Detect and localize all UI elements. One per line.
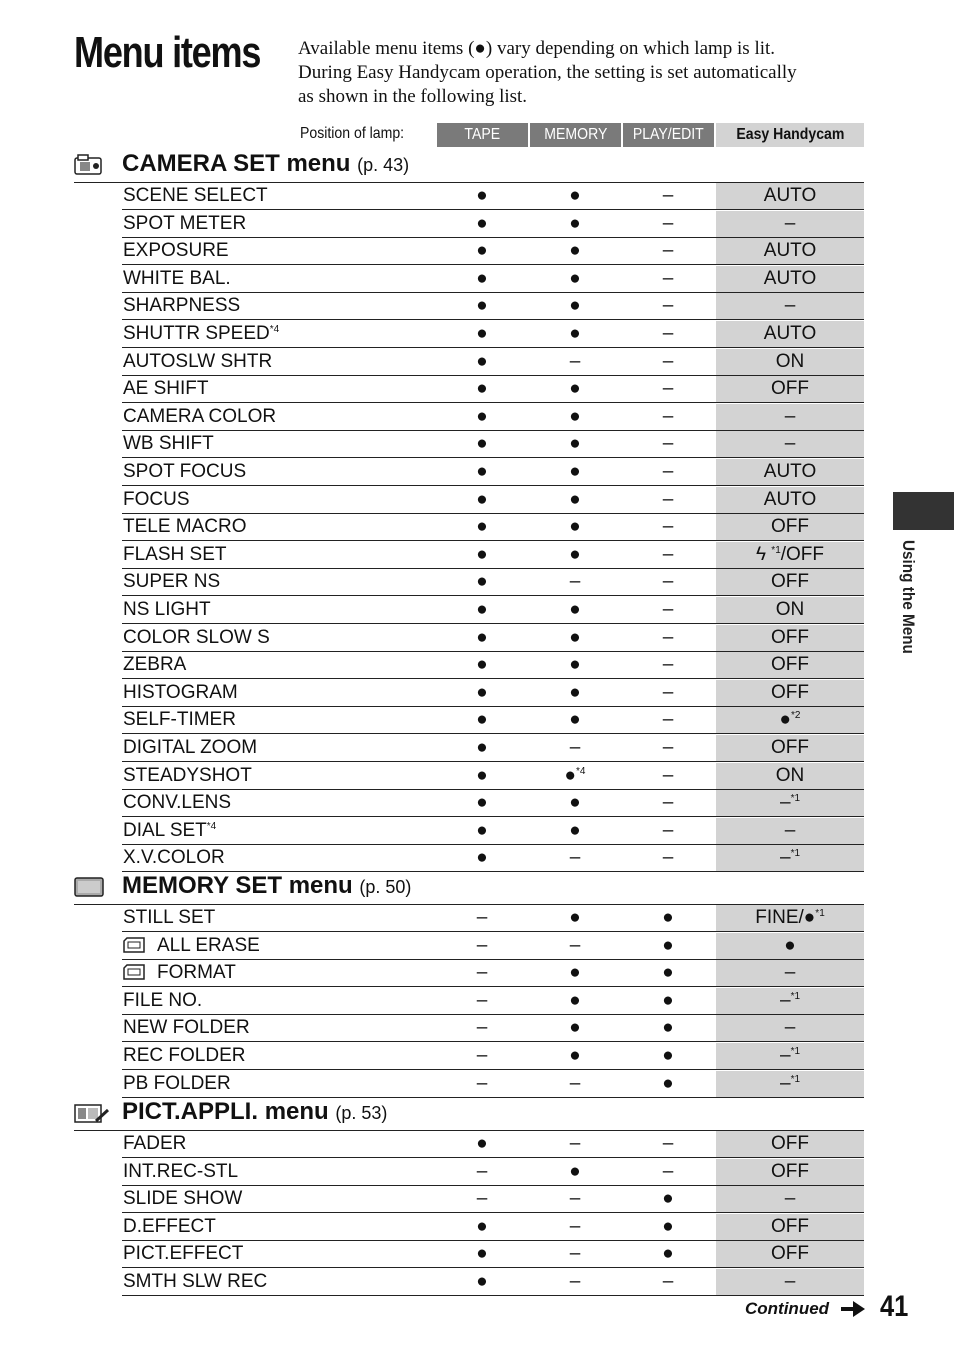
menu-item-label: CONV.LENS	[123, 792, 232, 814]
table-row	[0, 625, 954, 652]
easy-handycam-cell: –	[784, 405, 796, 427]
menu-item-label: REC FOLDER	[123, 1045, 246, 1066]
table-row	[0, 376, 954, 403]
easy-handycam-cell: ϟ $^{*1}$/OFF	[755, 543, 825, 565]
menu-item-label: NS LIGHT	[123, 599, 211, 620]
memory-cell: –	[569, 350, 581, 372]
tape-cell: ●	[476, 1215, 488, 1237]
play-edit-cell: ●	[662, 934, 674, 956]
play-edit-cell: –	[662, 516, 674, 538]
play-edit-cell: –	[662, 571, 674, 593]
tape-cell: ●	[476, 819, 488, 841]
memory-cell: ●	[569, 295, 581, 317]
easy-handycam-cell: –$^{*1}$	[779, 847, 801, 869]
memory-cell: ●	[569, 267, 581, 289]
easy-handycam-cell: ●	[784, 934, 796, 956]
play-edit-cell: –	[662, 267, 674, 289]
menu-item-label: WHITE BAL.	[123, 267, 231, 289]
easy-handycam-cell: –$^{*1}$	[779, 1045, 801, 1066]
section-title	[122, 150, 409, 178]
memory-cell: ●	[569, 626, 581, 648]
memory-cell: ●	[569, 962, 581, 984]
menu-item-label: FADER	[123, 1133, 187, 1154]
play-edit-cell: –	[662, 378, 674, 400]
play-edit-cell: –	[662, 709, 674, 731]
table-row	[0, 845, 954, 872]
memory-cell: ●	[569, 1045, 581, 1066]
easy-handycam-cell: FINE/●$^{*1}$	[755, 907, 825, 928]
play-edit-cell: –	[662, 405, 674, 427]
section-name: CAMERA SET menu	[122, 150, 358, 177]
menu-item-label: HISTOGRAM	[123, 681, 238, 703]
continued-label: Continued	[745, 1299, 830, 1318]
menu-item-label: STILL SET	[123, 907, 216, 928]
easy-handycam-cell: –	[784, 212, 796, 234]
menu-item-label: COLOR SLOW S	[123, 626, 270, 648]
tape-cell: ●	[476, 405, 488, 427]
intro-text	[298, 37, 868, 109]
easy-handycam-cell: OFF	[771, 626, 809, 648]
lamp-easy-handycam: Easy Handycam	[716, 123, 864, 147]
menu-item-label: ZEBRA	[123, 654, 187, 676]
easy-handycam-cell: OFF	[771, 1160, 809, 1182]
menu-item-label: SCENE SELECT	[123, 185, 268, 206]
memory-cell: –	[569, 571, 581, 593]
menu-item-label: INT.REC-STL	[123, 1160, 239, 1182]
table-row	[0, 1071, 954, 1098]
tape-cell: ●	[476, 295, 488, 317]
tape-cell: ●	[476, 626, 488, 648]
tape-cell: ●	[476, 212, 488, 234]
memory-cell: –	[569, 1243, 581, 1265]
menu-item-label: NEW FOLDER	[123, 1017, 250, 1039]
table-row	[0, 818, 954, 845]
tape-cell: ●	[476, 681, 488, 703]
tape-cell: ●	[476, 433, 488, 455]
memory-cell: ●	[569, 185, 581, 206]
side-tab-marker	[893, 492, 954, 530]
easy-handycam-cell: –	[784, 819, 796, 841]
tape-cell: ●	[476, 1243, 488, 1265]
menu-item-label: PB FOLDER	[123, 1072, 231, 1094]
table-row	[0, 431, 954, 458]
memory-cell: ●	[569, 461, 581, 482]
menu-item-label: FILE NO.	[123, 989, 203, 1011]
table-row	[0, 293, 954, 320]
menu-item-label: AE SHIFT	[123, 378, 209, 400]
menu-item-label: AUTOSLW SHTR	[123, 350, 273, 372]
menu-item-label: ALL ERASE	[123, 935, 260, 957]
table-row	[0, 735, 954, 762]
memory-cell: ●	[569, 819, 581, 841]
easy-handycam-cell: OFF	[771, 681, 809, 703]
memory-cell: ●	[569, 543, 581, 565]
menu-item-label: SPOT METER	[123, 212, 247, 234]
menu-item-label: SHARPNESS	[123, 295, 241, 317]
menu-item-label: X.V.COLOR	[123, 847, 225, 869]
play-edit-cell: –	[662, 654, 674, 676]
table-row	[0, 1015, 954, 1042]
section-title	[122, 872, 411, 900]
easy-handycam-cell: –	[784, 295, 796, 317]
play-edit-cell: –	[662, 433, 674, 455]
table-row	[0, 1043, 954, 1070]
table-row	[0, 542, 954, 569]
table-row	[0, 1241, 954, 1268]
play-edit-cell: ●	[662, 1045, 674, 1066]
easy-handycam-cell: OFF	[771, 654, 809, 676]
play-edit-cell: –	[662, 626, 674, 648]
easy-handycam-cell: AUTO	[763, 267, 817, 289]
memory-card-icon	[123, 964, 145, 980]
easy-handycam-cell: –	[784, 1017, 796, 1039]
play-edit-cell: ●	[662, 1215, 674, 1237]
table-row	[0, 933, 954, 960]
tape-cell: ●	[476, 543, 488, 565]
lamp-tape: TAPE	[437, 123, 528, 147]
play-edit-cell: –	[662, 323, 674, 344]
play-edit-cell: –	[662, 764, 674, 786]
menu-item-label: WB SHIFT	[123, 433, 214, 455]
tape-cell: ●	[476, 267, 488, 289]
table-row	[0, 349, 954, 376]
memory-cell: ●	[569, 240, 581, 262]
tape-cell: ●	[476, 571, 488, 593]
memory-cell: –	[569, 1271, 581, 1292]
play-edit-cell: –	[662, 792, 674, 814]
memory-cell: ●	[569, 792, 581, 814]
table-row	[0, 707, 954, 734]
memory-cell: –	[569, 934, 581, 956]
section-page-ref: (p. 43)	[357, 155, 410, 175]
table-row	[0, 905, 954, 932]
section-header	[74, 1098, 864, 1128]
memory-cell: –	[569, 1133, 581, 1154]
table-row	[0, 1269, 954, 1296]
memory-cell: ●	[569, 989, 581, 1011]
table-row	[0, 652, 954, 679]
tape-cell: ●	[476, 240, 488, 262]
table-row	[0, 988, 954, 1015]
table-row	[0, 514, 954, 541]
tape-cell: ●	[476, 654, 488, 676]
play-edit-cell: –	[662, 350, 674, 372]
play-edit-cell: –	[662, 295, 674, 317]
play-edit-cell: ●	[662, 989, 674, 1011]
table-row	[0, 597, 954, 624]
tape-cell: ●	[476, 350, 488, 372]
table-row	[0, 211, 954, 238]
tape-cell: ●	[476, 488, 488, 510]
memory-cell: ●	[569, 378, 581, 400]
easy-handycam-cell: ON	[775, 350, 805, 372]
memory-card-icon	[123, 937, 145, 953]
play-edit-cell: –	[662, 1133, 674, 1154]
play-edit-cell: –	[662, 819, 674, 841]
play-edit-cell: –	[662, 1160, 674, 1182]
easy-handycam-cell: –$^{*1}$	[779, 792, 801, 814]
easy-handycam-cell: AUTO	[763, 323, 817, 344]
easy-handycam-cell: –	[784, 962, 796, 984]
section-title	[122, 1098, 387, 1126]
play-edit-cell: –	[662, 212, 674, 234]
memory-cell: ●	[569, 516, 581, 538]
easy-handycam-cell: OFF	[771, 378, 809, 400]
table-row	[0, 1214, 954, 1241]
play-edit-cell: –	[662, 461, 674, 482]
table-row	[0, 1186, 954, 1213]
menu-item-label: STEADYSHOT	[123, 764, 252, 786]
section-name: PICT.APPLI. menu	[122, 1098, 336, 1125]
tape-cell: –	[476, 1017, 488, 1039]
play-edit-cell: ●	[662, 1188, 674, 1210]
table-row	[0, 763, 954, 790]
play-edit-cell: ●	[662, 1072, 674, 1094]
menu-item-label: SLIDE SHOW	[123, 1188, 243, 1210]
easy-handycam-cell: –$^{*1}$	[779, 1072, 801, 1094]
memory-cell: –	[569, 1188, 581, 1210]
play-edit-cell: –	[662, 240, 674, 262]
lamp-position-label: Position of lamp:	[300, 125, 405, 142]
memory-cell: ●	[569, 488, 581, 510]
play-edit-cell: –	[662, 847, 674, 869]
tape-cell: ●	[476, 323, 488, 344]
tape-cell: –	[476, 962, 488, 984]
memory-cell: ●	[569, 907, 581, 928]
tape-cell: ●	[476, 516, 488, 538]
side-tab-label: Using the Menu	[899, 540, 918, 654]
table-row	[0, 960, 954, 987]
menu-item-label: CAMERA COLOR	[123, 405, 277, 427]
easy-handycam-cell: OFF	[771, 737, 809, 758]
easy-handycam-cell: –$^{*1}$	[779, 989, 801, 1011]
tape-cell: ●	[476, 847, 488, 869]
easy-handycam-cell: AUTO	[763, 488, 817, 510]
arrow-right-icon	[841, 1300, 865, 1318]
menu-item-label: DIAL SET$^{*4}$	[123, 819, 217, 841]
tape-cell: ●	[476, 792, 488, 814]
play-edit-cell: –	[662, 681, 674, 703]
intro-line: Available menu items (●) vary depending on which lamp is lit.	[298, 38, 776, 59]
menu-item-label: TELE MACRO	[123, 516, 247, 538]
tape-cell: ●	[476, 378, 488, 400]
memory-cell: ●	[569, 433, 581, 455]
menu-item-label: FOCUS	[123, 488, 190, 510]
table-row	[0, 487, 954, 514]
memory-set-icon	[74, 876, 104, 896]
menu-item-label: DIGITAL ZOOM	[123, 737, 258, 758]
play-edit-cell: –	[662, 599, 674, 620]
lamp-header	[0, 123, 954, 147]
intro-line: During Easy Handycam operation, the setting is set automatically	[298, 62, 797, 83]
play-edit-cell: –	[662, 185, 674, 206]
menu-item-label: SUPER NS	[123, 571, 221, 593]
tape-cell: –	[476, 934, 488, 956]
section-name: MEMORY SET menu	[122, 872, 360, 899]
table-row	[0, 680, 954, 707]
table-row	[0, 238, 954, 265]
easy-handycam-cell: OFF	[771, 1243, 809, 1265]
lamp-play-edit: PLAY/EDIT	[623, 123, 714, 147]
play-edit-cell: ●	[662, 962, 674, 984]
row-divider	[122, 1295, 864, 1296]
tape-cell: –	[476, 1072, 488, 1094]
menu-item-label: FLASH SET	[123, 543, 227, 565]
page-title: Menu items	[74, 28, 261, 77]
camera-set-icon	[74, 154, 104, 174]
tape-cell: –	[476, 1045, 488, 1066]
easy-handycam-cell: OFF	[771, 1215, 809, 1237]
table-row	[0, 183, 954, 210]
tape-cell: ●	[476, 461, 488, 482]
tape-cell: ●	[476, 185, 488, 206]
easy-handycam-cell: OFF	[771, 516, 809, 538]
memory-cell: –	[569, 737, 581, 758]
tape-cell: ●	[476, 764, 488, 786]
table-row	[0, 790, 954, 817]
play-edit-cell: ●	[662, 907, 674, 928]
pict-appli-icon	[74, 1102, 104, 1122]
section-page-ref: (p. 50)	[359, 877, 412, 897]
memory-cell: ●	[569, 599, 581, 620]
table-row	[0, 1131, 954, 1158]
play-edit-cell: ●	[662, 1243, 674, 1265]
table-row	[0, 404, 954, 431]
easy-handycam-cell: ON	[775, 764, 805, 786]
play-edit-cell: –	[662, 488, 674, 510]
memory-cell: ●	[569, 654, 581, 676]
memory-cell: ●	[569, 709, 581, 731]
lamp-memory: MEMORY	[530, 123, 621, 147]
easy-handycam-cell: AUTO	[763, 461, 817, 482]
section-header	[74, 872, 864, 902]
play-edit-cell: –	[662, 737, 674, 758]
easy-handycam-cell: ●$^{*2}$	[779, 709, 801, 731]
memory-cell: –	[569, 1072, 581, 1094]
easy-handycam-cell: OFF	[771, 1133, 809, 1154]
menu-item-label: SELF-TIMER	[123, 709, 236, 731]
tape-cell: ●	[476, 709, 488, 731]
play-edit-cell: ●	[662, 1017, 674, 1039]
menu-item-label: SPOT FOCUS	[123, 461, 247, 482]
table-row	[0, 266, 954, 293]
memory-cell: –	[569, 1215, 581, 1237]
table-row	[0, 459, 954, 486]
tape-cell: –	[476, 989, 488, 1011]
easy-handycam-cell: OFF	[771, 571, 809, 593]
tape-cell: –	[476, 1188, 488, 1210]
easy-handycam-cell: –	[784, 433, 796, 455]
tape-cell: –	[476, 907, 488, 928]
page-number: 41	[880, 1290, 909, 1323]
memory-cell: ●	[569, 212, 581, 234]
easy-handycam-cell: AUTO	[763, 185, 817, 206]
memory-cell: –	[569, 847, 581, 869]
table-row	[0, 1159, 954, 1186]
easy-handycam-cell: –	[784, 1188, 796, 1210]
menu-item-label: EXPOSURE	[123, 240, 229, 262]
play-edit-cell: –	[662, 543, 674, 565]
memory-cell: ●	[569, 1017, 581, 1039]
memory-cell: ●	[569, 323, 581, 344]
menu-item-label: D.EFFECT	[123, 1215, 216, 1237]
tape-cell: ●	[476, 737, 488, 758]
memory-cell: ●$^{*4}$	[564, 764, 586, 786]
table-row	[0, 569, 954, 596]
menu-item-label: SMTH SLW REC	[123, 1271, 268, 1292]
play-edit-cell: –	[662, 1271, 674, 1292]
memory-cell: ●	[569, 405, 581, 427]
menu-item-label: FORMAT	[123, 962, 236, 984]
table-row	[0, 321, 954, 348]
easy-handycam-cell: –	[784, 1271, 796, 1292]
intro-line: as shown in the following list.	[298, 86, 528, 107]
memory-cell: ●	[569, 681, 581, 703]
tape-cell: ●	[476, 1133, 488, 1154]
tape-cell: –	[476, 1160, 488, 1182]
easy-handycam-cell: ON	[775, 599, 805, 620]
menu-item-label: SHUTTR SPEED$^{*4}$	[123, 323, 280, 344]
section-header	[74, 150, 864, 180]
tape-cell: ●	[476, 599, 488, 620]
memory-cell: ●	[569, 1160, 581, 1182]
tape-cell: ●	[476, 1271, 488, 1292]
easy-handycam-cell: AUTO	[763, 240, 817, 262]
section-page-ref: (p. 53)	[335, 1103, 388, 1123]
menu-item-label: PICT.EFFECT	[123, 1243, 244, 1265]
